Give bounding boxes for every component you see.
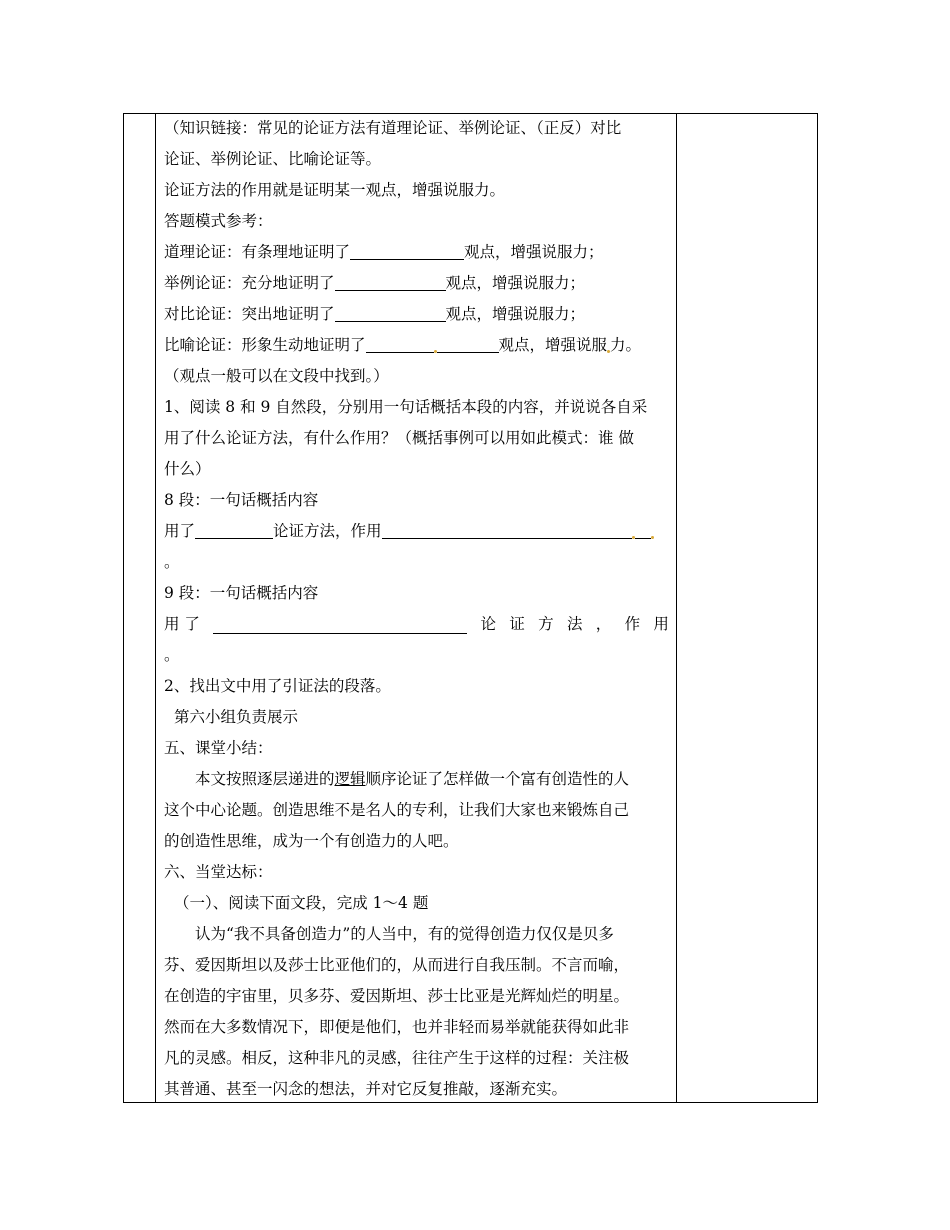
fill-blank[interactable] <box>635 521 651 539</box>
paragraph-line: 在创造的宇宙里，贝多芬、爱因斯坦、莎士比亚是光辉灿烂的明星。 <box>164 987 630 1005</box>
answer-line-9 <box>164 609 669 640</box>
text-fragment: 举例论证：充分地证明了 <box>164 274 335 292</box>
section-heading: 五、课堂小结： <box>164 739 273 757</box>
text-fragment: 观点，增强说服力； <box>445 305 586 323</box>
paragraph-line: 芬、爱因斯坦以及莎士比亚他们的，从而进行自我压制。不言而喻， <box>164 956 630 974</box>
text-fragment: ， <box>595 615 612 633</box>
text-fragment: 对比论证：突出地证明了 <box>164 305 335 323</box>
answer-template-line <box>164 268 669 299</box>
text-fragment: 观点，增强说服 <box>498 336 608 354</box>
right-column-divider <box>676 114 677 1102</box>
text-fragment: 力。 <box>610 336 642 354</box>
section-heading: 六、当堂达标： <box>164 863 273 881</box>
text-fragment: 论证方法，作用 <box>273 522 382 540</box>
text-fragment: 用 <box>653 615 669 633</box>
text-line: 9 段：一句话概括内容 <box>164 584 319 602</box>
mark-dot <box>651 536 654 539</box>
paragraph-line: 然而在大多数情况下，即便是他们，也并非轻而易举就能获得如此非 <box>164 1018 630 1036</box>
text-line: 。 <box>164 646 180 664</box>
text-fragment: 道理论证：有条理地证明了 <box>164 243 351 261</box>
left-column-divider <box>155 114 156 1102</box>
main-column <box>164 114 669 1105</box>
fill-blank[interactable] <box>195 521 273 539</box>
text-fragment: 观点，增强说服力； <box>464 243 604 261</box>
paragraph-line: 其普通、甚至一闪念的想法，并对它反复推敲，逐渐充实。 <box>164 1080 568 1098</box>
text-line: 答题模式参考： <box>164 212 273 230</box>
text-fragment: 顺序论证了怎样做一个富有创造性的人 <box>365 770 630 788</box>
text-fragment: 证 <box>509 615 525 633</box>
answer-template-line <box>164 299 669 330</box>
text-line: 1、阅读 8 和 9 自然段，分别用一句话概括本段的内容，并说说各自采 <box>164 398 648 416</box>
text-line: 8 段：一句话概括内容 <box>164 491 319 509</box>
fill-blank[interactable] <box>335 273 446 291</box>
fill-blank[interactable] <box>437 335 499 353</box>
text-line: （观点一般可以在文段中找到。） <box>164 367 389 385</box>
text-line: 用了什么论证方法，有什么作用？（概括事例可以用如此模式：谁 做 <box>164 429 634 447</box>
fill-blank[interactable] <box>350 242 464 260</box>
text-fragment: 作 <box>624 615 641 633</box>
text-line: （一）、阅读下面文段，完成 1～4 题 <box>174 894 429 912</box>
text-fragment: 法 <box>566 615 583 633</box>
paragraph-line <box>164 764 669 795</box>
paragraph-line: 认为“我不具备创造力”的人当中，有的觉得创造力仅仅是贝多 <box>195 925 614 943</box>
text-fragment: 用了 <box>164 522 196 540</box>
text-fragment: 本文按照逐层递进的 <box>195 770 335 788</box>
text-line: 什么） <box>164 460 211 478</box>
fill-blank[interactable] <box>213 616 467 634</box>
text-fragment: 逻辑 <box>334 770 366 788</box>
text-fragment: 论 <box>480 615 497 633</box>
worksheet-table <box>123 113 818 1103</box>
text-line: 2、找出文中用了引证法的段落。 <box>164 677 391 695</box>
answer-template-line <box>164 237 669 268</box>
paragraph-line: 凡的灵感。相反，这种非凡的灵感，往往产生于这样的过程：关注极 <box>164 1049 630 1067</box>
text-fragment: 方 <box>538 615 554 633</box>
answer-template-line <box>164 330 669 361</box>
answer-line-8 <box>164 516 669 547</box>
text-fragment: 观点，增强说服力； <box>445 274 586 292</box>
fill-blank[interactable] <box>335 304 446 322</box>
text-line: 论证、举例论证、比喻论证等。 <box>164 150 382 168</box>
paragraph-line: 这个中心论题。创造思维不是名人的专利，让我们大家也来锻炼自己 <box>164 801 630 819</box>
paragraph-line: 的创造性思维，成为一个有创造力的人吧。 <box>164 832 459 850</box>
text-line: 。 <box>164 553 180 571</box>
text-line: （知识链接：常见的论证方法有道理论证、举例论证、（正反）对比 <box>164 119 622 137</box>
text-line: 论证方法的作用就是证明某一观点，增强说服力。 <box>164 181 506 199</box>
text-fragment: 比喻论证：形象生动地证明了 <box>164 336 366 354</box>
fill-blank[interactable] <box>382 521 632 539</box>
text-line: 第六小组负责展示 <box>174 708 299 726</box>
fill-blank[interactable] <box>366 335 434 353</box>
text-fragment: 用 了 <box>164 615 200 633</box>
